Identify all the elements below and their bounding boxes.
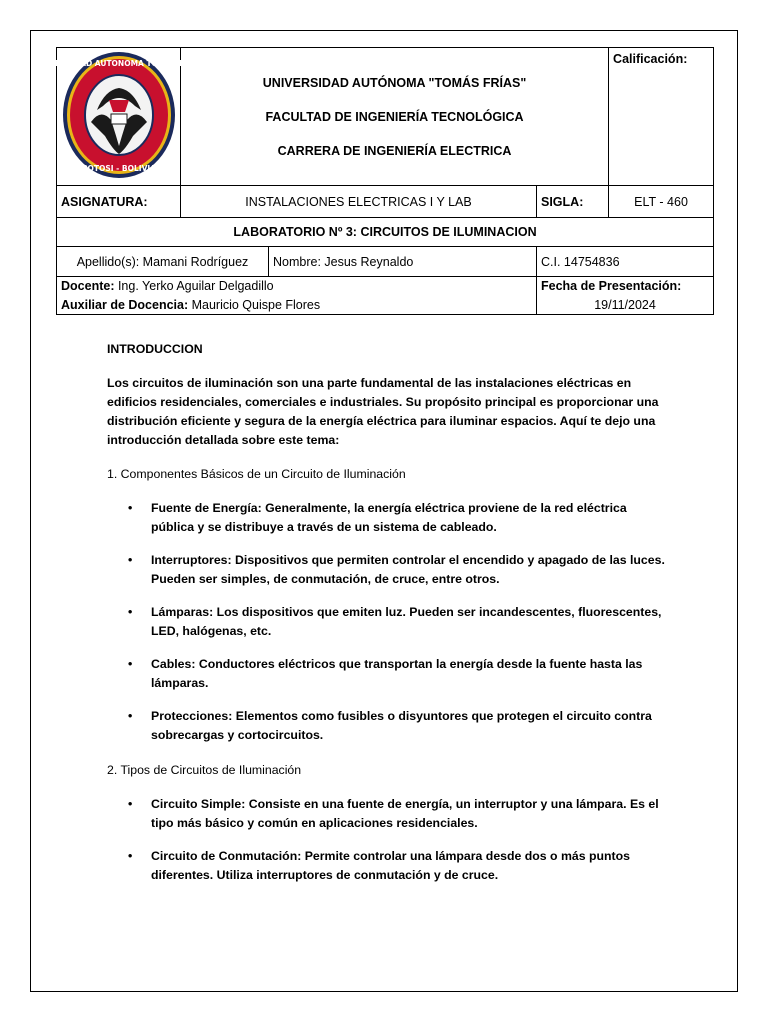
intro-heading: INTRODUCCION (107, 342, 203, 356)
teacher-cell (57, 277, 537, 296)
career-name: CARRERA DE INGENIERÍA ELECTRICA (277, 143, 512, 158)
institution-cell (181, 48, 609, 186)
header-table (33, 47, 714, 315)
svg-text:POTOSI - BOLIVIA: POTOSI - BOLIVIA (81, 164, 156, 173)
document-body (107, 340, 667, 901)
section1-list (107, 499, 667, 745)
grade-label: Calificación: (613, 52, 688, 66)
student-surname: Apellido(s): Mamani Rodríguez (57, 247, 269, 277)
subject-label: ASIGNATURA: (57, 186, 181, 218)
list-item: • Fuente de Energía: Generalmente, la energía eléctrica proviene de la red eléctrica pública y se distribuye a través de un sistema de cableado. (151, 499, 667, 537)
code-value: ELT - 460 (609, 186, 714, 218)
list-item: • Lámparas: Los dispositivos que emiten luz. Pueden ser incandescentes, fluorescentes, LED, halógenas, etc. (151, 603, 667, 641)
lab-title: LABORATORIO Nº 3: CIRCUITOS DE ILUMINACION (57, 218, 714, 247)
svg-text:UNIVERSIDAD AUTONOMA TOMAS FRI: UNIVERSIDAD AUTONOMA TOMAS FRIAS (33, 59, 204, 68)
section2-list (107, 795, 667, 885)
list-item: • Protecciones: Elementos como fusibles o disyuntores que protegen el circuito contra sobrecargas y cortocircuitos. (151, 707, 667, 745)
intro-paragraph: Los circuitos de iluminación son una parte fundamental de las instalaciones eléctricas en edificios residenciales, comerciales e industriales. Su propósito principal es proporcionar una distribución eficiente y segura de la energía eléctrica para iluminar espacios. Aquí te dejo una introducción detallada sobre este tema: (107, 376, 659, 447)
date-value: 19/11/2024 (537, 296, 714, 315)
assistant-cell (57, 296, 537, 315)
grade-cell (609, 48, 714, 186)
section1-heading: 1. Componentes Básicos de un Circuito de Iluminación (107, 467, 406, 481)
logo-cell (33, 48, 204, 186)
code-label: SIGLA: (537, 186, 609, 218)
subject-value: INSTALACIONES ELECTRICAS I Y LAB (181, 186, 537, 218)
student-name: Nombre: Jesus Reynaldo (269, 247, 537, 277)
student-ci: C.I. 14754836 (537, 247, 714, 277)
section2-heading: 2. Tipos de Circuitos de Iluminación (107, 763, 302, 777)
list-item: • Circuito de Conmutación: Permite controlar una lámpara desde dos o más puntos diferentes. Utiliza interruptores de conmutación y de cruce. (151, 847, 667, 885)
university-name: UNIVERSIDAD AUTÓNOMA "TOMÁS FRÍAS" (262, 75, 527, 90)
assistant-value: Mauricio Quispe Flores (188, 297, 321, 312)
assistant-label: Auxiliar de Docencia: (61, 297, 189, 312)
list-item: • Circuito Simple: Consiste en una fuente de energía, un interruptor y una lámpara. Es el tipo más básico y común en aplicaciones residenciales. (151, 795, 667, 833)
date-label: Fecha de Presentación: (537, 277, 714, 296)
university-seal-icon (33, 50, 204, 180)
teacher-label: Docente: (61, 279, 115, 294)
list-item: • Interruptores: Dispositivos que permiten controlar el encendido y apagado de las luces. Pueden ser simples, de conmutación, de cruce, entre otros. (151, 551, 667, 589)
teacher-value: Ing. Yerko Aguilar Delgadillo (114, 279, 274, 294)
faculty-name: FACULTAD DE INGENIERÍA TECNOLÓGICA (265, 109, 524, 124)
list-item: • Cables: Conductores eléctricos que transportan la energía desde la fuente hasta las lámparas. (151, 655, 667, 693)
